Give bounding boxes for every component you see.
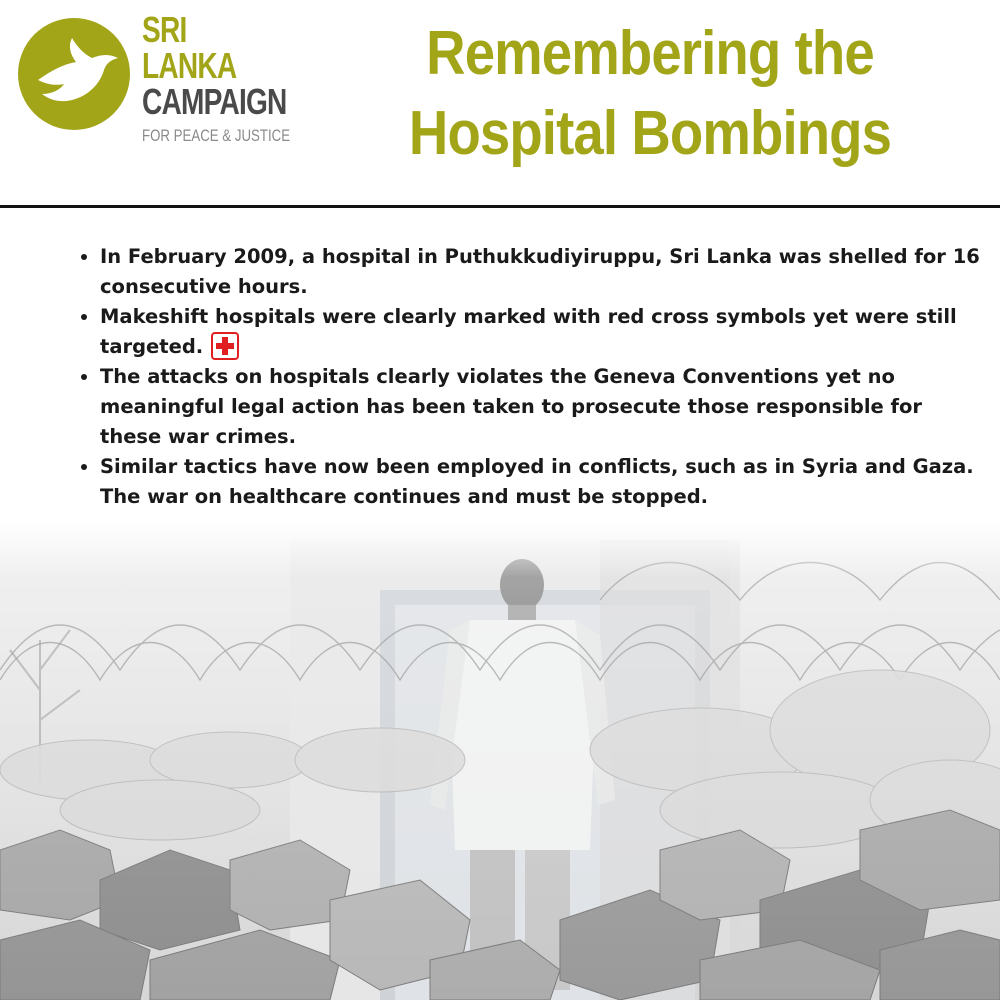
red-cross-icon [211,332,239,360]
logo-line-sri: SRI [142,9,187,50]
doctor-rubble-barbed-wire-photo [0,520,1000,1000]
dove-icon [18,18,130,130]
title-line-1: Remembering the [426,19,874,88]
header [0,0,1000,206]
title-line-2: Hospital Bombings [408,99,892,168]
logo-line-campaign: CAMPAIGN [142,81,287,122]
logo-tagline: FOR PEACE & JUSTICE [142,126,291,145]
bullet-text: In February 2009, a hospital in Puthukkudiyiruppu, Sri Lanka was shelled for 16 consecutive hours. [100,245,980,298]
logo-emblem [18,18,130,130]
logo-line-lanka: LANKA [142,45,237,86]
page-title [330,14,970,174]
list-item [100,362,980,452]
list-item [100,242,980,302]
bullet-text: Similar tactics have now been employed in conflicts, such as in Syria and Gaza. The war on healthcare continues and must be stopped. [100,455,974,508]
list-item [100,302,980,362]
list-item [100,452,980,512]
header-divider [0,205,1000,208]
bullet-text: The attacks on hospitals clearly violates the Geneva Conventions yet no meaningful legal action has been taken to prosecute those responsible for these war crimes. [100,365,923,448]
logo-wordmark [142,9,332,146]
fact-list [68,242,980,512]
bullet-text: Makeshift hospitals were clearly marked with red cross symbols yet were still targeted. [100,305,957,358]
